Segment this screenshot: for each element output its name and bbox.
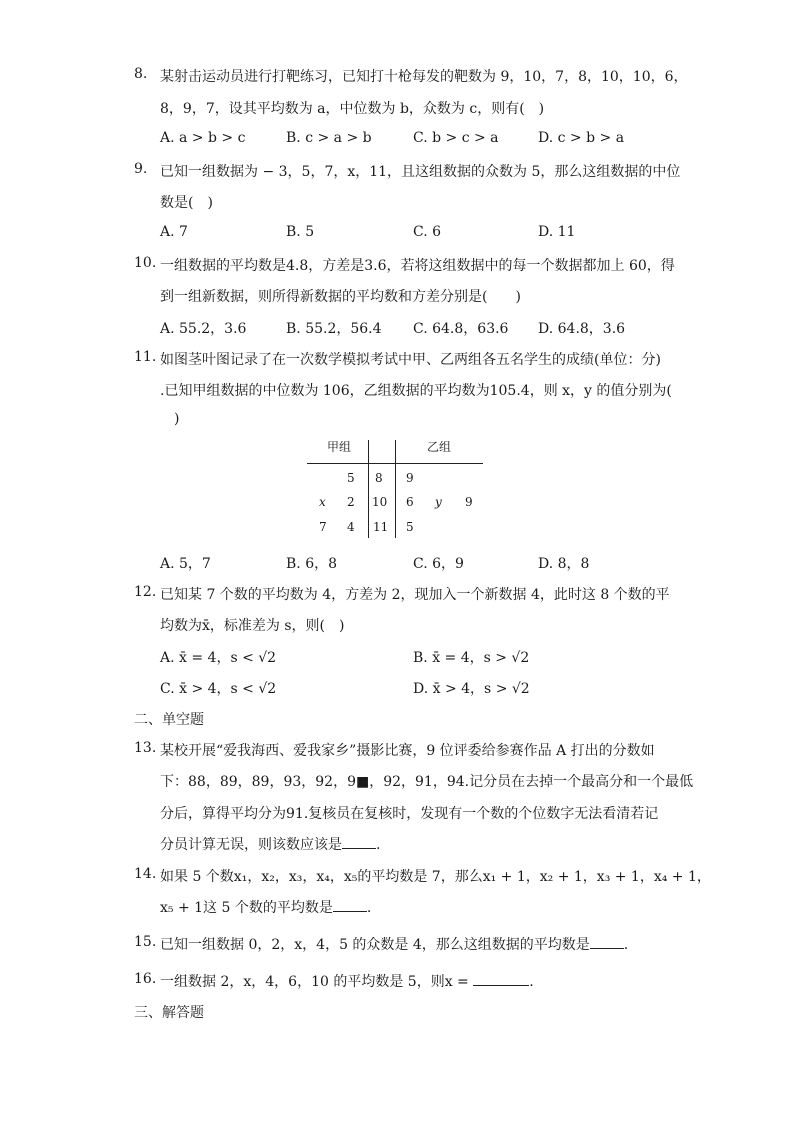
period: . [376, 837, 381, 853]
right-leaf: 9 [465, 495, 473, 509]
option-c: C. 6，9 [413, 556, 464, 572]
question-text: 一组数据的平均数是4.8，方差是3.6，若将这组数据中的每一个数据都加上 60，得 [160, 258, 675, 274]
question-text: 均数为x̄，标准差为 s，则( ) [160, 618, 345, 634]
question-text-part: x₅ + 1这 5 个数的平均数是 [160, 900, 333, 916]
question-number: 15. [134, 934, 157, 950]
option-b: B. x̄ = 4，s > √2 [413, 650, 530, 666]
left-leaf: 2 [347, 495, 355, 509]
question-text: 分后，算得平均分为91.复核员在复核时，发现有一个数的个位数字无法看清若记 [160, 806, 659, 822]
question-text: 如图茎叶图记录了在一次数学模拟考试中甲、乙两组各五名学生的成绩(单位：分) [160, 352, 661, 368]
question-text [160, 897, 371, 917]
option-b: B. 55.2，56.4 [286, 321, 382, 337]
right-group-header: 乙组 [427, 440, 452, 454]
section-heading: 二、单空题 [134, 712, 204, 728]
option-a: A. 7 [160, 224, 188, 240]
question-text-part: 分员计算无误，则该数应该是 [160, 837, 342, 853]
option-d: D. c > b > a [538, 130, 625, 146]
question-number: 11. [134, 349, 157, 365]
question-text-part: 已知一组数据 0，2，x，4，5 的众数是 4，那么这组数据的平均数是 [160, 937, 590, 953]
question-text: ) [174, 411, 180, 427]
question-text-part: 一组数据 2，x，4，6，10 的平均数是 5，则x = [160, 974, 474, 990]
left-leaf: 5 [347, 471, 355, 485]
question-text: .已知甲组数据的中位数为 106，乙组数据的平均数为105.4，则 x，y 的值分别为( [160, 383, 672, 399]
option-d: D. x̄ > 4，s > √2 [413, 681, 530, 697]
answer-blank[interactable] [333, 897, 367, 912]
period: . [623, 937, 629, 953]
left-leaf: 7 [319, 520, 327, 534]
stem-and-leaf-plot [307, 438, 487, 540]
option-a: A. 55.2，3.6 [160, 321, 247, 337]
right-leaf: y [435, 495, 442, 509]
question-number: 10. [134, 255, 157, 271]
stem-value: 11 [373, 520, 389, 534]
question-number: 8. [134, 66, 148, 82]
question-text: 某校开展“爱我海西、爱我家乡”摄影比赛，9 位评委给参赛作品 A 打出的分数如 [160, 743, 655, 759]
option-a: A. a > b > c [160, 130, 246, 146]
question-number: 16. [134, 971, 157, 987]
left-leaf: x [319, 495, 326, 509]
answer-blank[interactable] [473, 971, 529, 986]
right-leaf: 5 [406, 520, 414, 534]
question-text: 已知一组数据为 − 3，5，7，x，11，且这组数据的众数为 5，那么这组数据的中位 [160, 164, 681, 180]
option-c: C. x̄ > 4，s < √2 [160, 681, 277, 697]
question-text: 到一组新数据，则所得新数据的平均数和方差分别是( ) [160, 289, 521, 305]
option-c: C. 64.8，63.6 [413, 321, 509, 337]
option-d: D. 8，8 [538, 556, 590, 572]
stem-value: 8 [375, 471, 383, 485]
question-text: 如果 5 个数x₁，x₂，x₃，x₄，x₅的平均数是 7，那么x₁ + 1，x₂ + 1，x₃ + 1，x₄ + 1， [160, 869, 711, 885]
option-a: A. x̄ = 4，s < √2 [160, 650, 277, 666]
question-text: 已知某 7 个数的平均数为 4，方差为 2，现加入一个新数据 4，此时这 8 个数的平 [160, 587, 670, 603]
right-leaf: 9 [406, 471, 414, 485]
question-number: 12. [134, 584, 157, 600]
period: . [529, 974, 534, 990]
question-text: 下：88，89，89，93，92，9■，92，91，94.记分员在去掉一个最高分和一个最低 [160, 774, 694, 790]
option-d: D. 11 [538, 224, 576, 240]
answer-blank[interactable] [590, 934, 624, 949]
period: . [366, 900, 372, 916]
stem-value: 10 [372, 495, 388, 509]
question-number: 13. [134, 740, 157, 756]
option-c: C. b > c > a [413, 130, 499, 146]
question-text: 8，9，7，设其平均数为 a，中位数为 b，众数为 c，则有( ) [160, 101, 545, 117]
left-leaf: 4 [347, 520, 355, 534]
stem-divider-left [368, 440, 369, 538]
section-heading: 三、解答题 [134, 1005, 204, 1021]
answer-blank[interactable] [342, 834, 376, 849]
option-c: C. 6 [413, 224, 442, 240]
option-b: B. 5 [286, 224, 315, 240]
question-number: 14. [134, 866, 157, 882]
option-a: A. 5，7 [160, 556, 211, 572]
stem-divider-right [395, 440, 396, 538]
question-number: 9. [134, 161, 148, 177]
option-b: B. 6，8 [286, 556, 338, 572]
question-text [160, 971, 534, 991]
option-d: D. 64.8，3.6 [538, 321, 626, 337]
right-leaf: 6 [406, 495, 414, 509]
question-text [160, 934, 628, 954]
question-text [160, 834, 380, 854]
option-b: B. c > a > b [286, 130, 372, 146]
left-group-header: 甲组 [327, 440, 352, 454]
question-text: 数是( ) [160, 195, 213, 211]
question-text: 某射击运动员进行打靶练习，已知打十枪每发的靶数为 9，10，7，8，10，10，6， [160, 69, 688, 85]
